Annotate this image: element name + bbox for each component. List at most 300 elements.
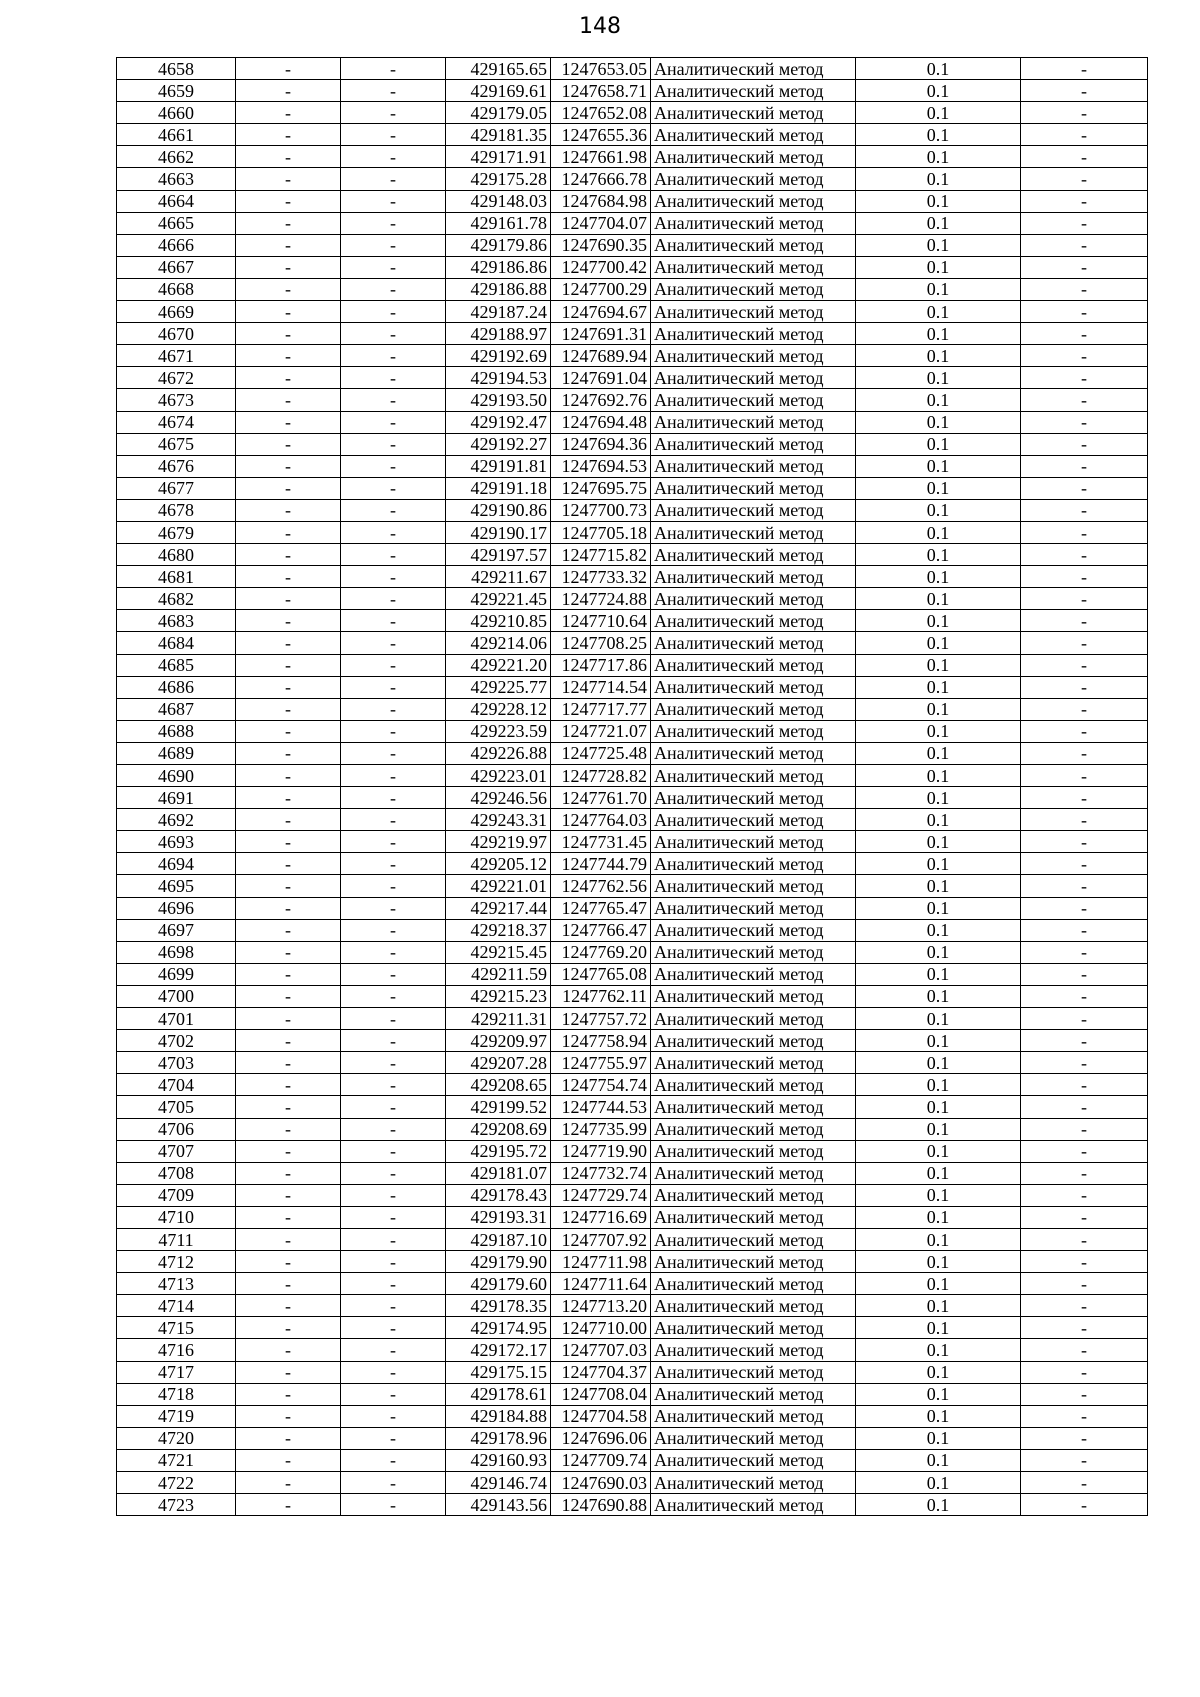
point-number-cell: 4707 — [117, 1140, 236, 1162]
y-coordinate-cell: 1247728.82 — [551, 765, 651, 787]
method-cell: Аналитический метод — [651, 234, 856, 256]
dash-cell: - — [236, 1472, 341, 1494]
accuracy-cell: 0.1 — [856, 521, 1021, 543]
table-row — [117, 146, 1148, 168]
x-coordinate-cell: 429217.44 — [446, 897, 551, 919]
table-row — [117, 1295, 1148, 1317]
dash-cell: - — [1021, 1184, 1148, 1206]
x-coordinate-cell: 429190.17 — [446, 521, 551, 543]
y-coordinate-cell: 1247725.48 — [551, 742, 651, 764]
coordinates-table — [116, 57, 1148, 1516]
y-coordinate-cell: 1247758.94 — [551, 1030, 651, 1052]
point-number-cell: 4668 — [117, 278, 236, 300]
dash-cell: - — [1021, 698, 1148, 720]
point-number-cell: 4692 — [117, 809, 236, 831]
point-number-cell: 4722 — [117, 1472, 236, 1494]
y-coordinate-cell: 1247732.74 — [551, 1162, 651, 1184]
table-row — [117, 1339, 1148, 1361]
table-row — [117, 919, 1148, 941]
point-number-cell: 4662 — [117, 146, 236, 168]
accuracy-cell: 0.1 — [856, 1472, 1021, 1494]
dash-cell: - — [236, 720, 341, 742]
method-cell: Аналитический метод — [651, 58, 856, 80]
dash-cell: - — [236, 897, 341, 919]
accuracy-cell: 0.1 — [856, 1140, 1021, 1162]
x-coordinate-cell: 429191.81 — [446, 455, 551, 477]
dash-cell: - — [1021, 58, 1148, 80]
x-coordinate-cell: 429210.85 — [446, 610, 551, 632]
dash-cell: - — [236, 1162, 341, 1184]
dash-cell: - — [1021, 102, 1148, 124]
table-row — [117, 787, 1148, 809]
y-coordinate-cell: 1247764.03 — [551, 809, 651, 831]
dash-cell: - — [1021, 1339, 1148, 1361]
x-coordinate-cell: 429208.65 — [446, 1074, 551, 1096]
dash-cell: - — [236, 367, 341, 389]
dash-cell: - — [341, 345, 446, 367]
table-row — [117, 544, 1148, 566]
dash-cell: - — [236, 676, 341, 698]
accuracy-cell: 0.1 — [856, 1339, 1021, 1361]
dash-cell: - — [236, 985, 341, 1007]
x-coordinate-cell: 429221.45 — [446, 588, 551, 610]
dash-cell: - — [1021, 1074, 1148, 1096]
accuracy-cell: 0.1 — [856, 1162, 1021, 1184]
table-row — [117, 190, 1148, 212]
method-cell: Аналитический метод — [651, 1206, 856, 1228]
accuracy-cell: 0.1 — [856, 676, 1021, 698]
dash-cell: - — [1021, 610, 1148, 632]
method-cell: Аналитический метод — [651, 80, 856, 102]
dash-cell: - — [341, 897, 446, 919]
dash-cell: - — [1021, 1449, 1148, 1471]
method-cell: Аналитический метод — [651, 610, 856, 632]
point-number-cell: 4690 — [117, 765, 236, 787]
dash-cell: - — [236, 411, 341, 433]
table-row — [117, 367, 1148, 389]
dash-cell: - — [236, 1074, 341, 1096]
y-coordinate-cell: 1247716.69 — [551, 1206, 651, 1228]
x-coordinate-cell: 429228.12 — [446, 698, 551, 720]
dash-cell: - — [1021, 1052, 1148, 1074]
point-number-cell: 4701 — [117, 1008, 236, 1030]
table-row — [117, 1383, 1148, 1405]
dash-cell: - — [1021, 853, 1148, 875]
table-row — [117, 1405, 1148, 1427]
dash-cell: - — [1021, 477, 1148, 499]
dash-cell: - — [236, 433, 341, 455]
point-number-cell: 4661 — [117, 124, 236, 146]
method-cell: Аналитический метод — [651, 919, 856, 941]
point-number-cell: 4695 — [117, 875, 236, 897]
accuracy-cell: 0.1 — [856, 698, 1021, 720]
y-coordinate-cell: 1247762.56 — [551, 875, 651, 897]
x-coordinate-cell: 429178.43 — [446, 1184, 551, 1206]
dash-cell: - — [341, 941, 446, 963]
point-number-cell: 4680 — [117, 544, 236, 566]
accuracy-cell: 0.1 — [856, 941, 1021, 963]
table-row — [117, 720, 1148, 742]
point-number-cell: 4673 — [117, 389, 236, 411]
method-cell: Аналитический метод — [651, 256, 856, 278]
table-row — [117, 411, 1148, 433]
dash-cell: - — [1021, 1030, 1148, 1052]
dash-cell: - — [1021, 212, 1148, 234]
accuracy-cell: 0.1 — [856, 256, 1021, 278]
dash-cell: - — [1021, 831, 1148, 853]
dash-cell: - — [341, 787, 446, 809]
dash-cell: - — [341, 367, 446, 389]
accuracy-cell: 0.1 — [856, 477, 1021, 499]
y-coordinate-cell: 1247691.31 — [551, 323, 651, 345]
dash-cell: - — [1021, 1228, 1148, 1250]
method-cell: Аналитический метод — [651, 566, 856, 588]
dash-cell: - — [236, 1317, 341, 1339]
y-coordinate-cell: 1247769.20 — [551, 941, 651, 963]
x-coordinate-cell: 429194.53 — [446, 367, 551, 389]
point-number-cell: 4677 — [117, 477, 236, 499]
x-coordinate-cell: 429175.28 — [446, 168, 551, 190]
method-cell: Аналитический метод — [651, 521, 856, 543]
x-coordinate-cell: 429188.97 — [446, 323, 551, 345]
method-cell: Аналитический метод — [651, 985, 856, 1007]
dash-cell: - — [236, 1008, 341, 1030]
method-cell: Аналитический метод — [651, 1273, 856, 1295]
dash-cell: - — [1021, 190, 1148, 212]
method-cell: Аналитический метод — [651, 1295, 856, 1317]
point-number-cell: 4721 — [117, 1449, 236, 1471]
dash-cell: - — [341, 1361, 446, 1383]
dash-cell: - — [236, 963, 341, 985]
y-coordinate-cell: 1247658.71 — [551, 80, 651, 102]
method-cell: Аналитический метод — [651, 1096, 856, 1118]
table-row — [117, 1427, 1148, 1449]
y-coordinate-cell: 1247717.86 — [551, 654, 651, 676]
dash-cell: - — [341, 1052, 446, 1074]
point-number-cell: 4667 — [117, 256, 236, 278]
table-row — [117, 1074, 1148, 1096]
dash-cell: - — [341, 698, 446, 720]
method-cell: Аналитический метод — [651, 1074, 856, 1096]
point-number-cell: 4714 — [117, 1295, 236, 1317]
accuracy-cell: 0.1 — [856, 963, 1021, 985]
dash-cell: - — [236, 102, 341, 124]
y-coordinate-cell: 1247710.00 — [551, 1317, 651, 1339]
y-coordinate-cell: 1247696.06 — [551, 1427, 651, 1449]
y-coordinate-cell: 1247707.03 — [551, 1339, 651, 1361]
x-coordinate-cell: 429178.61 — [446, 1383, 551, 1405]
dash-cell: - — [1021, 1008, 1148, 1030]
method-cell: Аналитический метод — [651, 168, 856, 190]
dash-cell: - — [236, 588, 341, 610]
accuracy-cell: 0.1 — [856, 102, 1021, 124]
x-coordinate-cell: 429192.47 — [446, 411, 551, 433]
method-cell: Аналитический метод — [651, 1184, 856, 1206]
y-coordinate-cell: 1247765.47 — [551, 897, 651, 919]
y-coordinate-cell: 1247661.98 — [551, 146, 651, 168]
dash-cell: - — [1021, 301, 1148, 323]
dash-cell: - — [236, 742, 341, 764]
x-coordinate-cell: 429146.74 — [446, 1472, 551, 1494]
dash-cell: - — [1021, 1317, 1148, 1339]
table-row — [117, 499, 1148, 521]
dash-cell: - — [341, 765, 446, 787]
x-coordinate-cell: 429192.69 — [446, 345, 551, 367]
accuracy-cell: 0.1 — [856, 765, 1021, 787]
y-coordinate-cell: 1247684.98 — [551, 190, 651, 212]
x-coordinate-cell: 429199.52 — [446, 1096, 551, 1118]
dash-cell: - — [236, 124, 341, 146]
dash-cell: - — [236, 190, 341, 212]
x-coordinate-cell: 429208.69 — [446, 1118, 551, 1140]
y-coordinate-cell: 1247711.98 — [551, 1251, 651, 1273]
dash-cell: - — [236, 499, 341, 521]
dash-cell: - — [341, 389, 446, 411]
dash-cell: - — [341, 1118, 446, 1140]
accuracy-cell: 0.1 — [856, 875, 1021, 897]
method-cell: Аналитический метод — [651, 1405, 856, 1427]
dash-cell: - — [1021, 742, 1148, 764]
dash-cell: - — [236, 212, 341, 234]
dash-cell: - — [1021, 1472, 1148, 1494]
method-cell: Аналитический метод — [651, 1339, 856, 1361]
dash-cell: - — [236, 1339, 341, 1361]
y-coordinate-cell: 1247689.94 — [551, 345, 651, 367]
point-number-cell: 4672 — [117, 367, 236, 389]
table-row — [117, 455, 1148, 477]
point-number-cell: 4712 — [117, 1251, 236, 1273]
x-coordinate-cell: 429181.35 — [446, 124, 551, 146]
dash-cell: - — [341, 1251, 446, 1273]
table-row — [117, 1030, 1148, 1052]
point-number-cell: 4666 — [117, 234, 236, 256]
dash-cell: - — [236, 875, 341, 897]
method-cell: Аналитический метод — [651, 1383, 856, 1405]
dash-cell: - — [341, 1449, 446, 1471]
dash-cell: - — [1021, 632, 1148, 654]
y-coordinate-cell: 1247729.74 — [551, 1184, 651, 1206]
dash-cell: - — [1021, 499, 1148, 521]
table-row — [117, 301, 1148, 323]
y-coordinate-cell: 1247765.08 — [551, 963, 651, 985]
y-coordinate-cell: 1247692.76 — [551, 389, 651, 411]
point-number-cell: 4698 — [117, 941, 236, 963]
accuracy-cell: 0.1 — [856, 1096, 1021, 1118]
table-row — [117, 389, 1148, 411]
table-row — [117, 1096, 1148, 1118]
dash-cell: - — [341, 588, 446, 610]
y-coordinate-cell: 1247766.47 — [551, 919, 651, 941]
accuracy-cell: 0.1 — [856, 544, 1021, 566]
y-coordinate-cell: 1247704.58 — [551, 1405, 651, 1427]
dash-cell: - — [341, 1074, 446, 1096]
table-row — [117, 521, 1148, 543]
table-row — [117, 1472, 1148, 1494]
method-cell: Аналитический метод — [651, 632, 856, 654]
table-row — [117, 477, 1148, 499]
x-coordinate-cell: 429211.31 — [446, 1008, 551, 1030]
x-coordinate-cell: 429179.60 — [446, 1273, 551, 1295]
dash-cell: - — [236, 301, 341, 323]
dash-cell: - — [341, 1228, 446, 1250]
accuracy-cell: 0.1 — [856, 455, 1021, 477]
dash-cell: - — [341, 566, 446, 588]
method-cell: Аналитический метод — [651, 963, 856, 985]
x-coordinate-cell: 429215.45 — [446, 941, 551, 963]
accuracy-cell: 0.1 — [856, 345, 1021, 367]
dash-cell: - — [236, 1118, 341, 1140]
dash-cell: - — [341, 544, 446, 566]
accuracy-cell: 0.1 — [856, 234, 1021, 256]
dash-cell: - — [341, 212, 446, 234]
dash-cell: - — [1021, 1405, 1148, 1427]
dash-cell: - — [1021, 1295, 1148, 1317]
point-number-cell: 4678 — [117, 499, 236, 521]
dash-cell: - — [341, 102, 446, 124]
dash-cell: - — [236, 1184, 341, 1206]
method-cell: Аналитический метод — [651, 146, 856, 168]
dash-cell: - — [1021, 80, 1148, 102]
page-number: 148 — [579, 14, 621, 39]
dash-cell: - — [341, 875, 446, 897]
x-coordinate-cell: 429179.90 — [446, 1251, 551, 1273]
x-coordinate-cell: 429205.12 — [446, 853, 551, 875]
y-coordinate-cell: 1247714.54 — [551, 676, 651, 698]
method-cell: Аналитический метод — [651, 742, 856, 764]
dash-cell: - — [341, 1184, 446, 1206]
y-coordinate-cell: 1247707.92 — [551, 1228, 651, 1250]
y-coordinate-cell: 1247708.25 — [551, 632, 651, 654]
x-coordinate-cell: 429160.93 — [446, 1449, 551, 1471]
table-row — [117, 963, 1148, 985]
point-number-cell: 4688 — [117, 720, 236, 742]
accuracy-cell: 0.1 — [856, 301, 1021, 323]
table-row — [117, 80, 1148, 102]
dash-cell: - — [341, 168, 446, 190]
point-number-cell: 4715 — [117, 1317, 236, 1339]
y-coordinate-cell: 1247708.04 — [551, 1383, 651, 1405]
dash-cell: - — [1021, 765, 1148, 787]
x-coordinate-cell: 429178.96 — [446, 1427, 551, 1449]
dash-cell: - — [1021, 367, 1148, 389]
dash-cell: - — [341, 256, 446, 278]
x-coordinate-cell: 429193.31 — [446, 1206, 551, 1228]
table-row — [117, 1251, 1148, 1273]
dash-cell: - — [236, 809, 341, 831]
dash-cell: - — [1021, 411, 1148, 433]
point-number-cell: 4693 — [117, 831, 236, 853]
x-coordinate-cell: 429243.31 — [446, 809, 551, 831]
table-row — [117, 875, 1148, 897]
point-number-cell: 4705 — [117, 1096, 236, 1118]
dash-cell: - — [341, 124, 446, 146]
dash-cell: - — [236, 1140, 341, 1162]
point-number-cell: 4665 — [117, 212, 236, 234]
accuracy-cell: 0.1 — [856, 367, 1021, 389]
method-cell: Аналитический метод — [651, 190, 856, 212]
dash-cell: - — [341, 1206, 446, 1228]
x-coordinate-cell: 429179.86 — [446, 234, 551, 256]
method-cell: Аналитический метод — [651, 787, 856, 809]
x-coordinate-cell: 429148.03 — [446, 190, 551, 212]
dash-cell: - — [236, 1206, 341, 1228]
table-row — [117, 632, 1148, 654]
point-number-cell: 4708 — [117, 1162, 236, 1184]
method-cell: Аналитический метод — [651, 477, 856, 499]
dash-cell: - — [236, 477, 341, 499]
dash-cell: - — [236, 765, 341, 787]
dash-cell: - — [341, 1030, 446, 1052]
table-row — [117, 985, 1148, 1007]
y-coordinate-cell: 1247694.67 — [551, 301, 651, 323]
dash-cell: - — [1021, 1361, 1148, 1383]
dash-cell: - — [236, 1383, 341, 1405]
x-coordinate-cell: 429218.37 — [446, 919, 551, 941]
method-cell: Аналитический метод — [651, 1251, 856, 1273]
dash-cell: - — [236, 345, 341, 367]
method-cell: Аналитический метод — [651, 1472, 856, 1494]
method-cell: Аналитический метод — [651, 499, 856, 521]
method-cell: Аналитический метод — [651, 1427, 856, 1449]
accuracy-cell: 0.1 — [856, 809, 1021, 831]
table-row — [117, 1118, 1148, 1140]
table-row — [117, 345, 1148, 367]
table-row — [117, 765, 1148, 787]
method-cell: Аналитический метод — [651, 102, 856, 124]
x-coordinate-cell: 429195.72 — [446, 1140, 551, 1162]
dash-cell: - — [341, 1427, 446, 1449]
dash-cell: - — [236, 853, 341, 875]
dash-cell: - — [236, 80, 341, 102]
dash-cell: - — [236, 941, 341, 963]
accuracy-cell: 0.1 — [856, 1184, 1021, 1206]
accuracy-cell: 0.1 — [856, 566, 1021, 588]
method-cell: Аналитический метод — [651, 124, 856, 146]
method-cell: Аналитический метод — [651, 698, 856, 720]
point-number-cell: 4718 — [117, 1383, 236, 1405]
point-number-cell: 4675 — [117, 433, 236, 455]
method-cell: Аналитический метод — [651, 455, 856, 477]
point-number-cell: 4703 — [117, 1052, 236, 1074]
x-coordinate-cell: 429221.01 — [446, 875, 551, 897]
dash-cell: - — [341, 1096, 446, 1118]
point-number-cell: 4694 — [117, 853, 236, 875]
x-coordinate-cell: 429184.88 — [446, 1405, 551, 1427]
point-number-cell: 4719 — [117, 1405, 236, 1427]
method-cell: Аналитический метод — [651, 676, 856, 698]
method-cell: Аналитический метод — [651, 433, 856, 455]
method-cell: Аналитический метод — [651, 897, 856, 919]
table-row — [117, 1317, 1148, 1339]
x-coordinate-cell: 429187.24 — [446, 301, 551, 323]
dash-cell: - — [1021, 676, 1148, 698]
dash-cell: - — [236, 1096, 341, 1118]
dash-cell: - — [341, 433, 446, 455]
method-cell: Аналитический метод — [651, 809, 856, 831]
accuracy-cell: 0.1 — [856, 742, 1021, 764]
point-number-cell: 4689 — [117, 742, 236, 764]
point-number-cell: 4706 — [117, 1118, 236, 1140]
table-row — [117, 1162, 1148, 1184]
x-coordinate-cell: 429171.91 — [446, 146, 551, 168]
y-coordinate-cell: 1247704.37 — [551, 1361, 651, 1383]
dash-cell: - — [341, 1494, 446, 1516]
dash-cell: - — [1021, 1427, 1148, 1449]
dash-cell: - — [236, 1405, 341, 1427]
y-coordinate-cell: 1247690.03 — [551, 1472, 651, 1494]
accuracy-cell: 0.1 — [856, 1273, 1021, 1295]
x-coordinate-cell: 429186.86 — [446, 256, 551, 278]
